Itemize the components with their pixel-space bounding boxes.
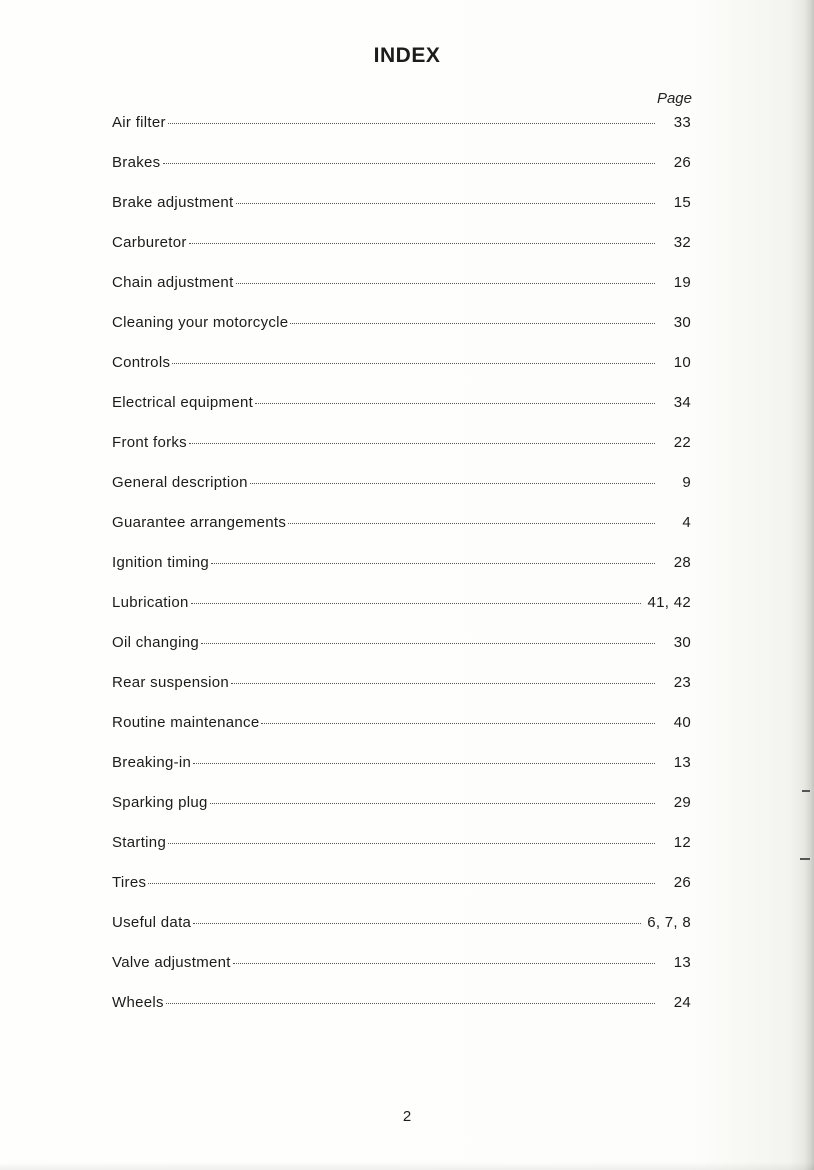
dot-leader	[236, 283, 655, 284]
index-entry	[112, 594, 693, 634]
entry-page: 19	[673, 274, 691, 291]
index-entry	[112, 194, 693, 234]
entry-page: 32	[673, 234, 691, 251]
entry-page: 29	[673, 794, 691, 811]
index-entry	[112, 154, 693, 194]
index-entry	[112, 474, 693, 514]
entry-label: Tires	[112, 874, 147, 891]
index-entry	[112, 954, 693, 994]
margin-tick-mark	[802, 790, 810, 792]
index-entry	[112, 994, 693, 1034]
dot-leader	[193, 923, 641, 924]
entry-label: Air filter	[112, 114, 166, 131]
page-number: 2	[402, 1108, 412, 1125]
entry-page: 34	[673, 394, 691, 411]
dot-leader	[250, 483, 655, 484]
entry-label: Cleaning your motorcycle	[112, 314, 289, 331]
dot-leader	[193, 763, 655, 764]
page-title: INDEX	[373, 44, 441, 67]
entry-label: Valve adjustment	[112, 954, 231, 971]
dot-leader	[236, 203, 655, 204]
entry-page: 24	[673, 994, 691, 1011]
entry-page: 13	[673, 954, 691, 971]
index-entry	[112, 314, 693, 354]
index-entry	[112, 274, 693, 314]
entry-page: 6, 7, 8	[647, 914, 691, 931]
entry-page: 9	[682, 474, 691, 491]
index-entry	[112, 114, 693, 154]
dot-leader	[172, 363, 655, 364]
dot-leader	[191, 603, 642, 604]
entry-label: Lubrication	[112, 594, 189, 611]
entry-label: Rear suspension	[112, 674, 230, 691]
entry-label: Front forks	[112, 434, 187, 451]
entry-page: 12	[673, 834, 691, 851]
index-entry	[112, 834, 693, 874]
entry-label: General description	[112, 474, 248, 491]
entry-page: 26	[673, 154, 691, 171]
index-entry	[112, 354, 693, 394]
index-entry	[112, 554, 693, 594]
index-entry	[112, 634, 693, 674]
entry-page: 41, 42	[647, 594, 691, 611]
entry-page: 13	[673, 754, 691, 771]
dot-leader	[231, 683, 655, 684]
entry-label: Sparking plug	[112, 794, 208, 811]
index-entry	[112, 794, 693, 834]
dot-leader	[290, 323, 655, 324]
entry-label: Ignition timing	[112, 554, 210, 571]
entry-page: 33	[673, 114, 691, 131]
dot-leader	[168, 843, 655, 844]
margin-tick-mark	[800, 858, 810, 860]
index-entry	[112, 234, 693, 274]
page-column-label: Page	[656, 90, 692, 107]
entry-label: Carburetor	[112, 234, 187, 251]
entry-label: Brakes	[112, 154, 161, 171]
dot-leader	[255, 403, 655, 404]
entry-page: 4	[682, 514, 691, 531]
entry-label: Guarantee arrangements	[112, 514, 287, 531]
dot-leader	[189, 243, 655, 244]
dot-leader	[288, 523, 655, 524]
dot-leader	[168, 123, 655, 124]
index-entry	[112, 674, 693, 714]
entry-page: 15	[673, 194, 691, 211]
index-list	[112, 114, 693, 1034]
dot-leader	[201, 643, 655, 644]
dot-leader	[163, 163, 656, 164]
entry-label: Wheels	[112, 994, 164, 1011]
entry-label: Electrical equipment	[112, 394, 254, 411]
entry-label: Chain adjustment	[112, 274, 234, 291]
dot-leader	[261, 723, 655, 724]
dot-leader	[189, 443, 655, 444]
entry-page: 10	[673, 354, 691, 371]
index-entry	[112, 914, 693, 954]
entry-label: Breaking-in	[112, 754, 192, 771]
entry-page: 26	[673, 874, 691, 891]
entry-page: 40	[673, 714, 691, 731]
dot-leader	[210, 803, 655, 804]
page-edge-shadow	[804, 0, 814, 1170]
entry-label: Brake adjustment	[112, 194, 234, 211]
entry-label: Routine maintenance	[112, 714, 260, 731]
dot-leader	[148, 883, 655, 884]
entry-page: 28	[673, 554, 691, 571]
entry-page: 23	[673, 674, 691, 691]
entry-page: 30	[673, 634, 691, 651]
index-entry	[112, 714, 693, 754]
entry-label: Useful data	[112, 914, 192, 931]
dot-leader	[233, 963, 655, 964]
index-entry	[112, 394, 693, 434]
index-entry	[112, 434, 693, 474]
index-entry	[112, 514, 693, 554]
index-entry	[112, 754, 693, 794]
entry-page: 22	[673, 434, 691, 451]
index-entry	[112, 874, 693, 914]
page-bottom-shadow	[0, 1162, 814, 1170]
dot-leader	[166, 1003, 655, 1004]
entry-label: Controls	[112, 354, 171, 371]
entry-page: 30	[673, 314, 691, 331]
entry-label: Oil changing	[112, 634, 199, 651]
entry-label: Starting	[112, 834, 167, 851]
dot-leader	[211, 563, 655, 564]
